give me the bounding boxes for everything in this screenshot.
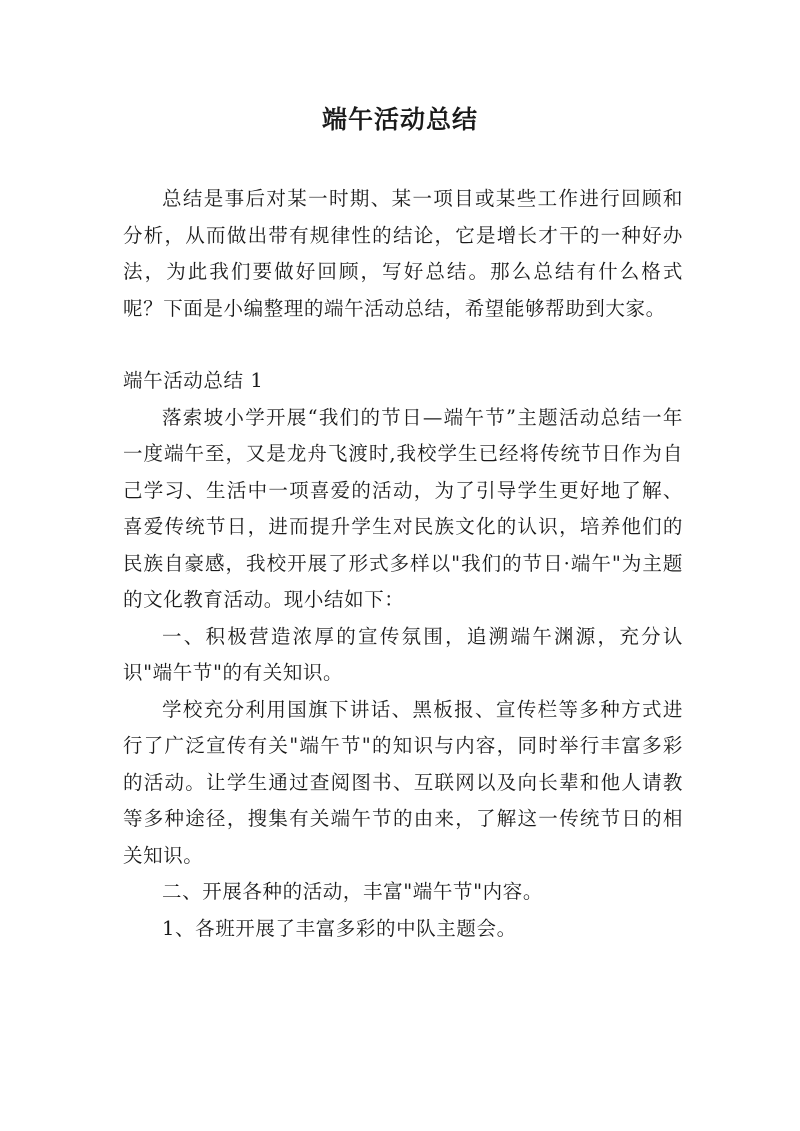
list-item-paragraph: 1、各班开展了丰富多彩的中队主题会。 — [162, 916, 517, 940]
subheading-paragraph: 一、积极营造浓厚的宣传氛围，追溯端午渊源，充分认识"端午节"的有关知识。 — [123, 624, 683, 684]
document-title: 端午活动总结 — [321, 105, 478, 134]
body-paragraph: 落索坡小学开展“我们的节日—端午节”主题活动总结一年一度端午至，又是龙舟飞渡时,我校学生已经将传统节日作为自己学习、生活中一项喜爱的活动，为了引导学生更好地了解、喜爱传统节日，进而提升学生对民族文化的认识，培养他们的民族自豪感，我校开展了形式多样以"我们的节日·端午"为主题的文化教育活动。现小结如下： — [123, 405, 683, 611]
section-heading: 端午活动总结 1 — [123, 369, 264, 392]
paragraph-spacer — [123, 327, 683, 363]
subheading-paragraph: 二、开展各种的活动，丰富"端午节"内容。 — [162, 880, 543, 903]
document-body — [123, 181, 683, 947]
intro-paragraph: 总结是事后对某一时期、某一项目或某些工作进行回顾和分析，从而做出带有规律性的结论，它是增长才干的一种好办法，为此我们要做好回顾，写好总结。那么总结有什么格式呢？下面是小编整理的端午活动总结，希望能够帮助到大家。 — [123, 187, 683, 320]
body-paragraph: 学校充分利用国旗下讲话、黑板报、宣传栏等多种方式进行了广泛宣传有关"端午节"的知识与内容，同时举行丰富多彩的活动。让学生通过查阅图书、互联网以及向长辈和他人请教等多种途径，搜集有关端午节的由来，了解这一传统节日的相关知识。 — [123, 697, 683, 867]
